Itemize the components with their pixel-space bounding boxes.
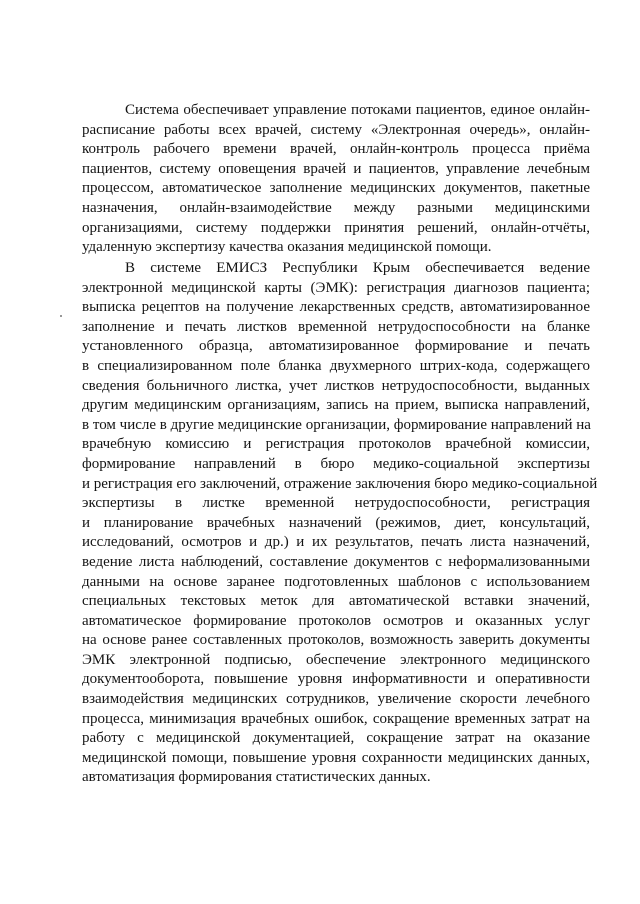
text-line: пациентов, систему оповещения врачей и пациентов, управление лечебным [82, 160, 590, 177]
text-line: назначения, онлайн-взаимодействие между разными медицинскими [82, 199, 590, 216]
text-line: автоматическое формирование протоколов осмотров и оказанных услуг [82, 612, 590, 629]
scan-speck [60, 315, 62, 317]
text-line: другим медицинским организациям, запись на прием, выписка направлений, [82, 397, 590, 414]
text-line: Система обеспечивает управление потоками пациентов, единое онлайн- [125, 102, 590, 118]
text-line: организациями, систему поддержки принятия решений, онлайн-отчёты, [82, 219, 590, 236]
text-line: в том числе в другие медицинские организации, формирование направлений на [82, 416, 591, 433]
text-line: формирование направлений в бюро медико-социальной экспертизы [82, 455, 590, 472]
text-line: заполнение и печать листков временной нетрудоспособности на бланке [82, 318, 590, 335]
text-line: данными на основе заранее подготовленных шаблонов с использованием [82, 573, 590, 590]
text-line: процесса, минимизация врачебных ошибок, сокращение временных затрат на [82, 710, 590, 727]
text-line: расписание работы всех врачей, систему «Электронная очередь», онлайн- [82, 121, 590, 138]
text-line: сведения больничного листка, учет листков нетрудоспособности, выданных [82, 377, 590, 394]
text-line: экспертизы в листке временной нетрудоспособности, регистрация [82, 495, 590, 512]
text-line: в специализированном поле бланка двухмерного штрих-кода, содержащего [82, 357, 590, 374]
text-line: работу с медицинской документацией, сокращение затрат на оказание [82, 730, 590, 747]
text-line: и планирование врачебных назначений (режимов, диет, консультаций, [82, 514, 590, 531]
text-line: контроль рабочего времени врачей, онлайн-контроль процесса приёма [82, 141, 590, 158]
text-line: на основе ранее составленных протоколов, возможность заверить документы [82, 632, 590, 649]
paragraph-emisz-crimea [82, 259, 598, 788]
text-line: процессом, автоматическое заполнение медицинских документов, пакетные [82, 180, 590, 197]
text-line: медицинской помощи, повышение уровня сохранности медицинских данных, [82, 749, 590, 766]
text-line: документооборота, повышение уровня информативности и оперативности [82, 671, 590, 688]
text-line: ведение листа наблюдений, составление документов с неформализованными [82, 553, 590, 570]
text-line: В системе ЕМИСЗ Республики Крым обеспечивается ведение [125, 260, 590, 276]
text-line: специальных текстовых меток для автоматической вставки значений, [82, 593, 590, 610]
text-line: и регистрация его заключений, отражение заключения бюро медико-социальной [82, 475, 598, 492]
text-line: удаленную экспертизу качества оказания медицинской помощи. [82, 239, 492, 256]
text-line: электронной медицинской карты (ЭМК): регистрация диагнозов пациента; [82, 279, 590, 296]
text-line: автоматизация формирования статистических данных. [82, 769, 431, 786]
text-line: выписка рецептов на получение лекарственных средств, автоматизированное [82, 299, 590, 316]
text-line: врачебную комиссию и регистрация протоколов врачебной комиссии, [82, 436, 590, 453]
text-line: ЭМК электронной подписью, обеспечение электронного медицинского [82, 651, 590, 668]
paragraph-system-features [82, 101, 590, 258]
text-line: установленного образца, автоматизированное формирование и печать [82, 338, 590, 355]
text-line: исследований, осмотров и др.) и их результатов, печать листа назначений, [82, 534, 590, 551]
text-line: взаимодействия медицинских сотрудников, увеличение скорости лечебного [82, 691, 590, 708]
